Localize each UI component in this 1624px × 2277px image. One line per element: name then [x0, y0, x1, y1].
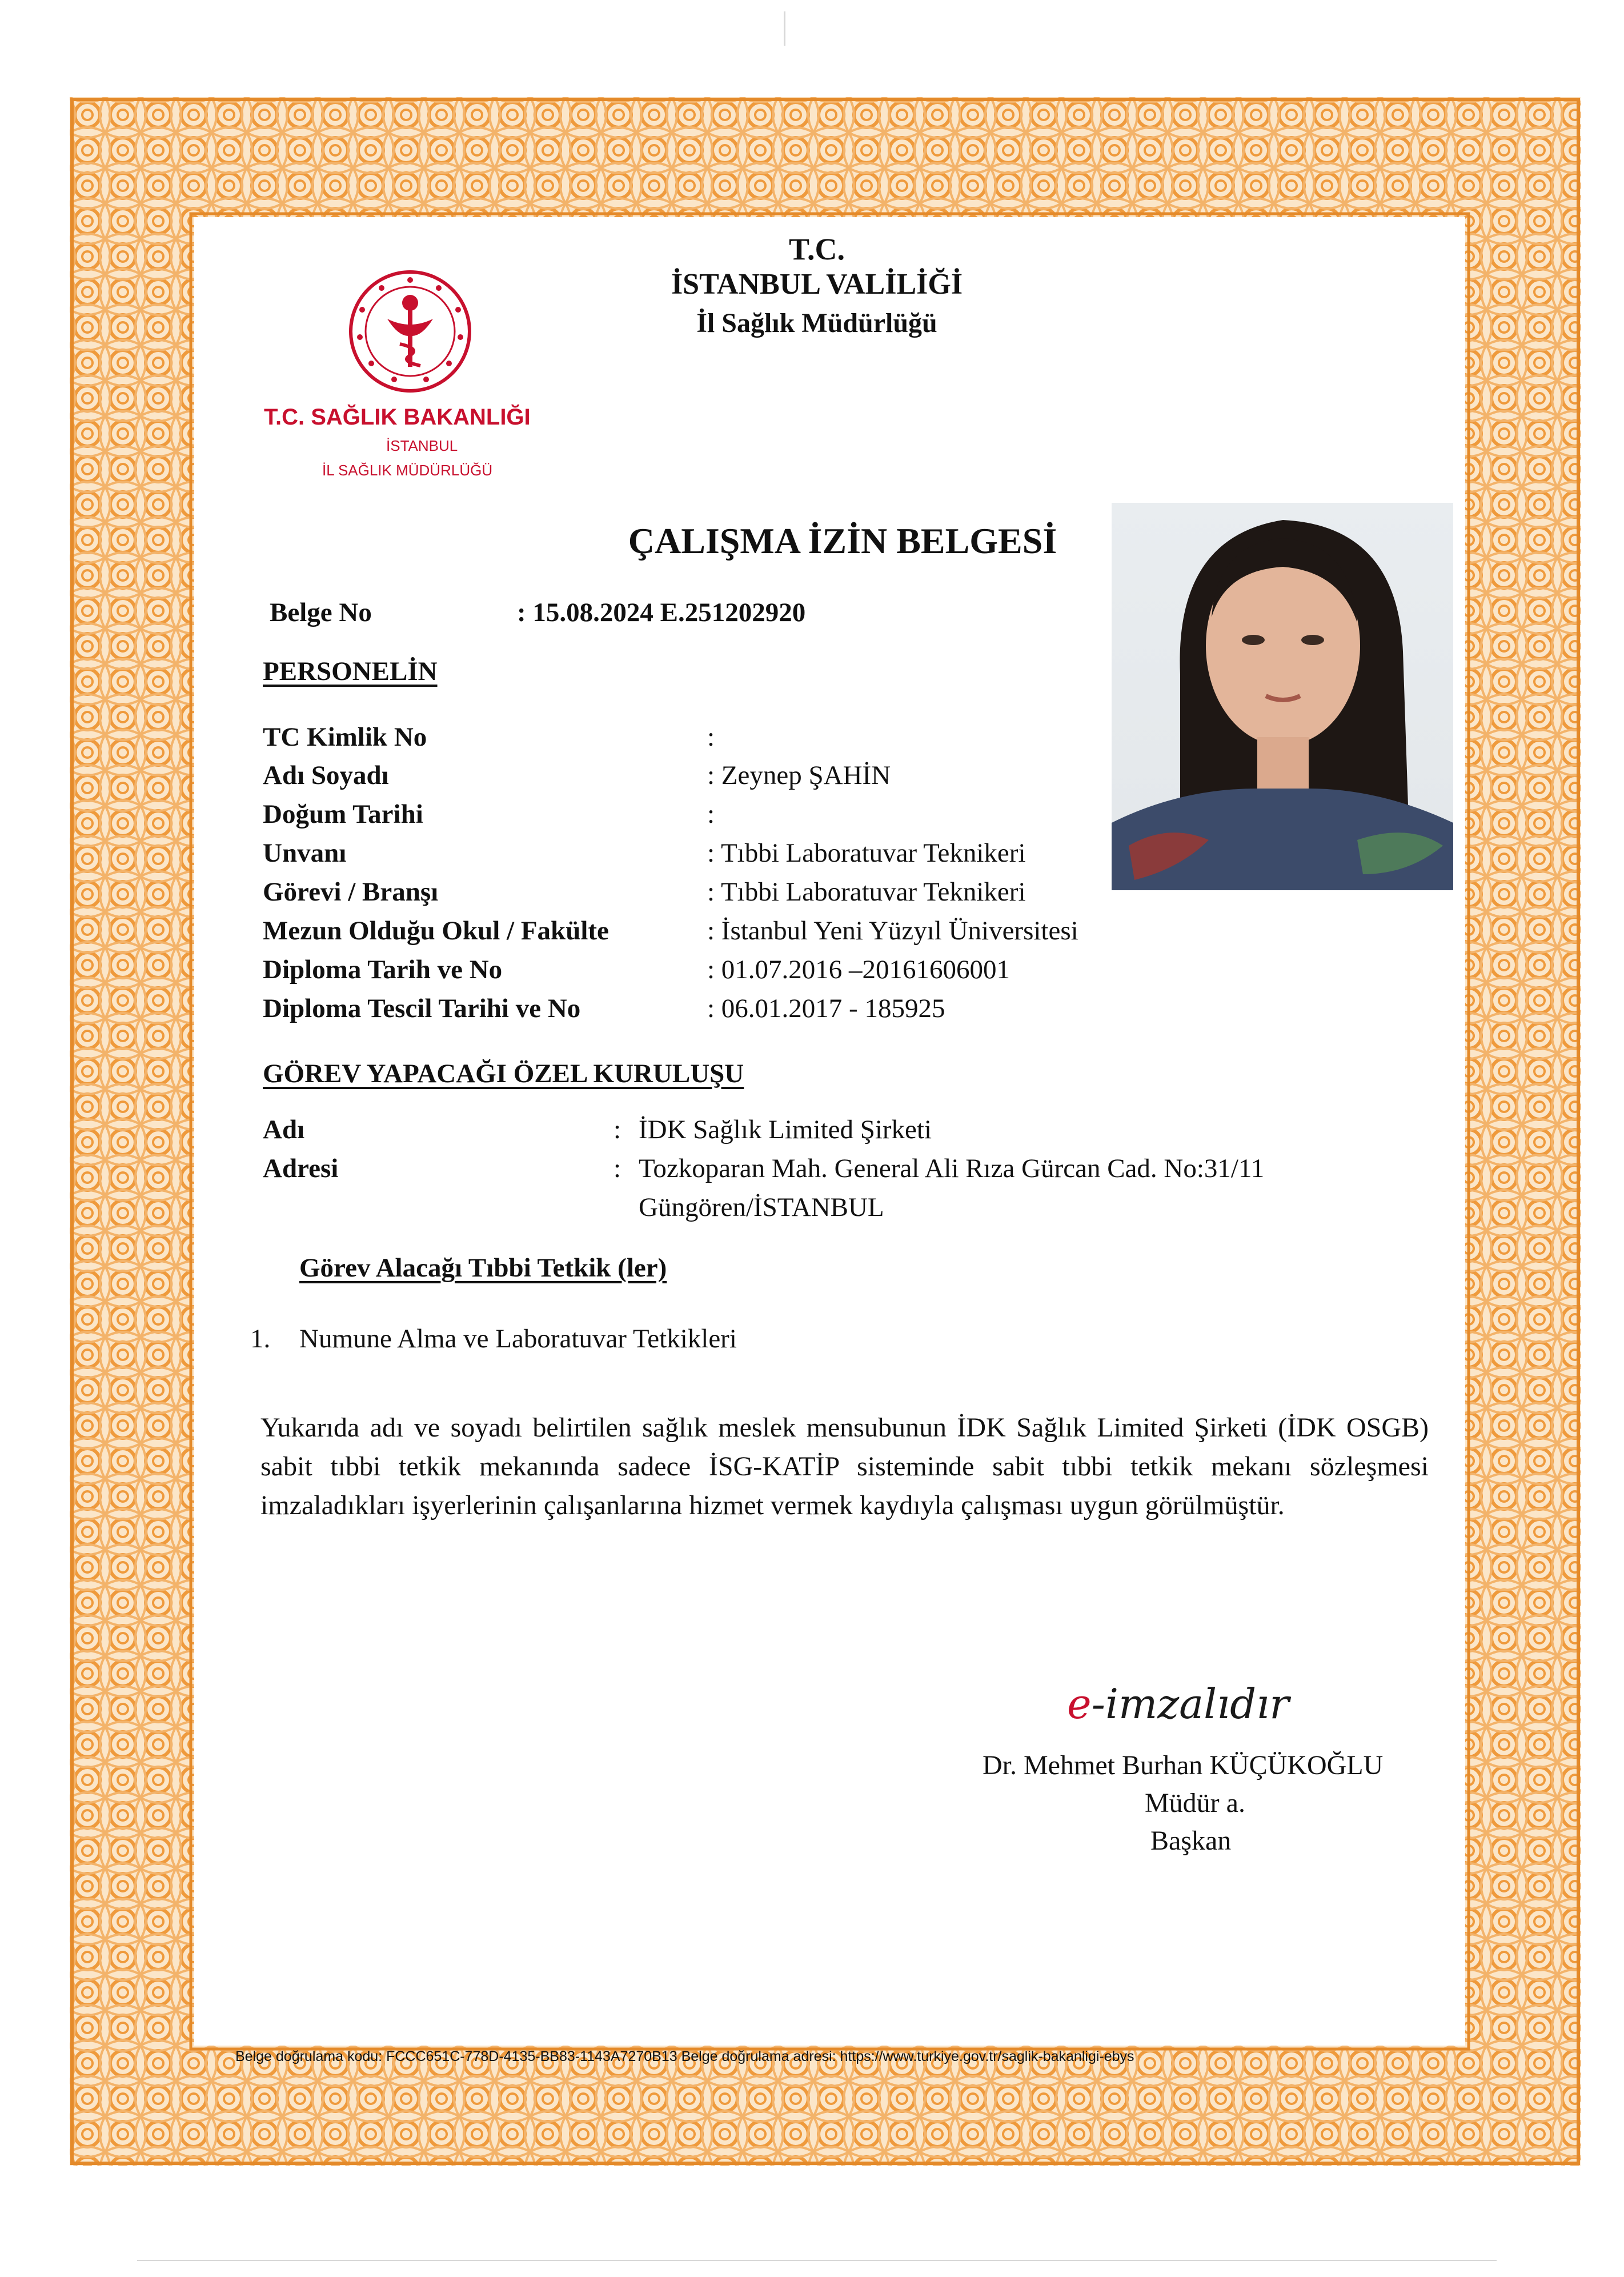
logo-subtitle-office: İL SAĞLIK MÜDÜRLÜĞÜ: [322, 462, 493, 479]
logo-subtitle-city: İSTANBUL: [386, 437, 458, 454]
verification-footer: Belge doğrulama kodu: FCCC651C-778D-4135-BB83-1143A7270B13 Belge doğrulama adresi: https://www.turkiye.gov.tr/saglik-bakanligi-ebys: [235, 2048, 1134, 2064]
field-value-birthdate: :: [707, 799, 715, 829]
test-item-number: 1.: [250, 1324, 271, 1354]
institution-heading: GÖREV YAPACAĞI ÖZEL KURULUŞU: [263, 1059, 744, 1089]
personnel-heading: PERSONELİN: [263, 657, 438, 686]
institution-address-colon: :: [613, 1154, 621, 1183]
field-label-title: Unvanı: [263, 838, 347, 868]
field-value-title: : Tıbbi Laboratuvar Teknikeri: [707, 838, 1026, 868]
signer-name: Dr. Mehmet Burhan KÜÇÜKOĞLU: [983, 1750, 1384, 1780]
institution-address-line1: Tozkoparan Mah. General Ali Rıza Gürcan Cad. No:31/11: [639, 1154, 1265, 1183]
e-signature-mark: e: [1067, 1680, 1092, 1728]
scan-mark-top: [784, 11, 785, 46]
test-item-text: Numune Alma ve Laboratuvar Tetkikleri: [299, 1324, 737, 1354]
field-value-tc: :: [707, 722, 715, 752]
field-label-school: Mezun Olduğu Okul / Fakülte: [263, 916, 609, 946]
document-title: ÇALIŞMA İZİN BELGESİ: [628, 521, 1057, 561]
approval-paragraph: Yukarıda adı ve soyadı belirtilen sağlık meslek mensubunun İDK Sağlık Limited Şirketi (İDK OSGB) sabit tıbbi tetkik mekanında sadece İSG-KATİP sisteminde sabit tıbbi tetkik mekanı sözleşmesi imzaladıkları işyerlerinin çalışanlarına hizmet vermek kaydıyla çalışması uygun görülmüştür.: [260, 1412, 1429, 1520]
field-value-school: : İstanbul Yeni Yüzyıl Üniversitesi: [707, 916, 1078, 946]
signer-title: Başkan: [1150, 1826, 1232, 1856]
institution-address-label: Adresi: [263, 1154, 339, 1183]
personnel-photo: [1112, 503, 1453, 890]
institution-name-label: Adı: [263, 1115, 305, 1144]
field-label-name: Adı Soyadı: [263, 761, 389, 790]
field-value-diploma: : 01.07.2016 –20161606001: [707, 955, 1011, 985]
field-label-birthdate: Doğum Tarihi: [263, 799, 423, 829]
scan-mark-bottom: [137, 2260, 1497, 2261]
header-tc: T.C.: [788, 232, 845, 266]
field-label-tc: TC Kimlik No: [263, 722, 427, 752]
institution-name-value: İDK Sağlık Limited Şirketi: [639, 1115, 932, 1144]
field-value-name: : Zeynep ŞAHİN: [707, 761, 891, 790]
tests-heading: Görev Alacağı Tıbbi Tetkik (ler): [299, 1253, 667, 1283]
field-label-diploma: Diploma Tarih ve No: [263, 955, 503, 985]
signer-role: Müdür a.: [1145, 1788, 1245, 1818]
field-label-branch: Görevi / Branşı: [263, 877, 439, 907]
header-mudurluk: İl Sağlık Müdürlüğü: [696, 308, 937, 338]
logo-title: T.C. SAĞLIK BAKANLIĞI: [264, 405, 531, 430]
ministry-emblem-icon: [347, 269, 473, 394]
e-signature: [1067, 1680, 1289, 1728]
header-valilik: İSTANBUL VALİLİĞİ: [671, 268, 963, 301]
institution-address-line2: Güngören/İSTANBUL: [639, 1192, 884, 1222]
field-value-diploma-registration: : 06.01.2017 - 185925: [707, 994, 945, 1023]
field-label-diploma-registration: Diploma Tescil Tarihi ve No: [263, 994, 581, 1023]
institution-name-colon: :: [613, 1115, 621, 1144]
belge-no-value: : 15.08.2024 E.251202920: [517, 598, 806, 627]
belge-no-label: Belge No: [270, 598, 372, 627]
field-value-branch: : Tıbbi Laboratuvar Teknikeri: [707, 877, 1026, 907]
e-signature-text: -imzalıdır: [1091, 1680, 1289, 1728]
